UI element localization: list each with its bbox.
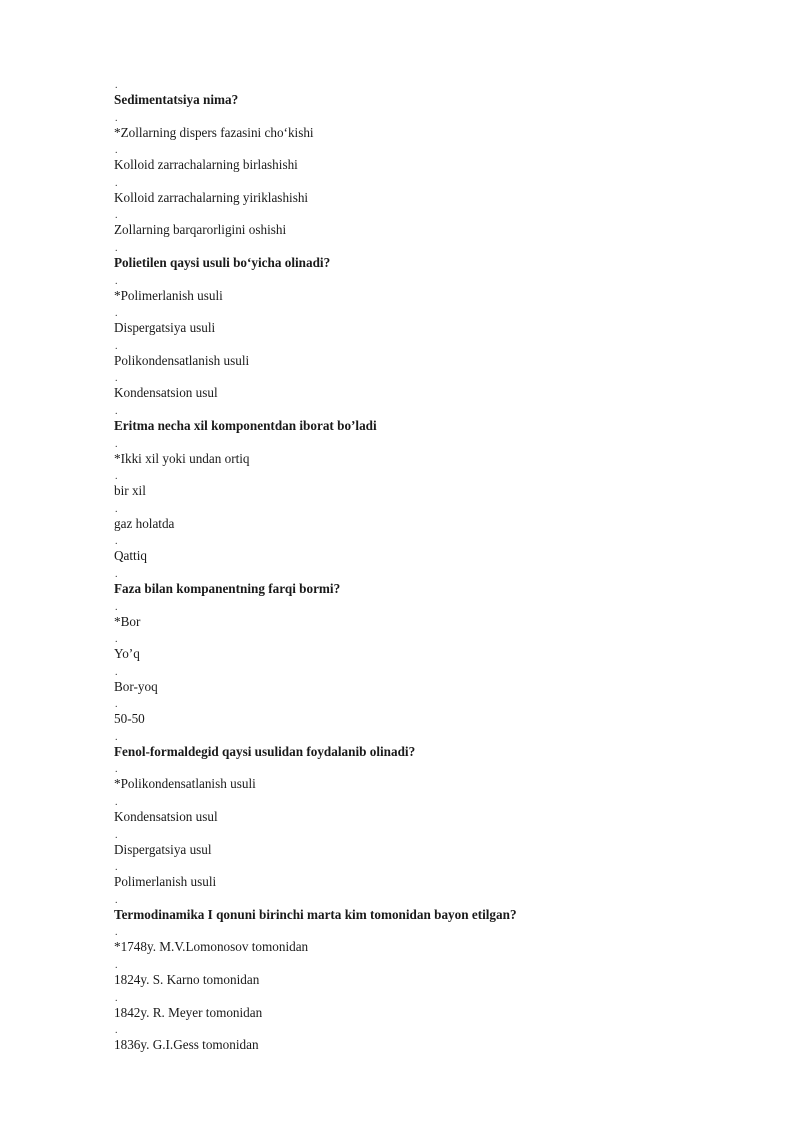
- answer-text: Kolloid zarrachalarning birlashishi: [114, 157, 298, 173]
- answer-text: Kolloid zarrachalarning yiriklashishi: [114, 189, 309, 205]
- bullet-marker: .: [115, 80, 118, 91]
- bullet-marker: .: [115, 731, 118, 743]
- answer-text: Kondensatsion usul: [114, 809, 218, 825]
- answer-text: Qattiq: [114, 548, 147, 564]
- answer-text: Yo’q: [114, 646, 140, 662]
- answer-option: [114, 863, 714, 896]
- answer-option: [114, 146, 714, 179]
- question-text: Sedimentatsiya nima?: [114, 92, 239, 107]
- bullet-marker: .: [115, 829, 118, 841]
- answer-option: [114, 700, 714, 733]
- answer-text: Dispergatsiya usul: [114, 841, 212, 857]
- question-text: Faza bilan kompanentning farqi bormi?: [114, 580, 341, 596]
- question-block: [114, 570, 714, 603]
- bullet-marker: .: [115, 242, 118, 254]
- bullet-marker: .: [115, 405, 118, 417]
- answer-text: 50-50: [114, 711, 145, 727]
- answer-text: *Polimerlanish usuli: [114, 287, 223, 303]
- bullet-marker: .: [115, 927, 118, 939]
- answer-option: [114, 798, 714, 831]
- answer-option: [114, 928, 714, 961]
- answer-option: [114, 1026, 714, 1059]
- answer-option: [114, 831, 714, 864]
- answer-option: [114, 277, 714, 310]
- answer-text: Bor-yoq: [114, 678, 158, 694]
- bullet-marker: .: [115, 471, 118, 483]
- answer-text: 1842y. R. Meyer tomonidan: [114, 1004, 263, 1020]
- question-block: [114, 407, 714, 440]
- question-text: Fenol-formaldegid qaysi usulidan foydalanib olinadi?: [114, 743, 416, 759]
- answer-option: [114, 342, 714, 375]
- bullet-marker: .: [115, 634, 118, 646]
- question-block: [114, 733, 714, 766]
- bullet-marker: .: [115, 960, 118, 972]
- bullet-marker: .: [115, 601, 118, 613]
- bullet-marker: .: [115, 112, 118, 124]
- answer-option: [114, 505, 714, 538]
- bullet-marker: .: [115, 764, 118, 776]
- answer-option: [114, 374, 714, 407]
- bullet-marker: .: [115, 568, 118, 580]
- bullet-marker: .: [115, 373, 118, 385]
- answer-option: [114, 603, 714, 636]
- answer-text: Polimerlanish usuli: [114, 874, 217, 890]
- bullet-marker: .: [115, 438, 118, 450]
- answer-option: [114, 114, 714, 147]
- bullet-marker: .: [115, 1025, 118, 1037]
- answer-text: *1748y. M.V.Lomonosov tomonidan: [114, 939, 309, 955]
- bullet-marker: .: [115, 275, 118, 287]
- answer-option: [114, 765, 714, 798]
- answer-text: *Zollarning dispers fazasini cho‘kishi: [114, 124, 314, 140]
- bullet-marker: .: [115, 862, 118, 874]
- question-text: Eritma necha xil komponentdan iborat bo’ladi: [114, 417, 377, 433]
- question-block: [114, 896, 714, 929]
- answer-text: Polikondensatlanish usuli: [114, 352, 250, 368]
- bullet-marker: .: [115, 145, 118, 157]
- answer-option: [114, 994, 714, 1027]
- bullet-marker: .: [115, 177, 118, 189]
- answer-text: 1824y. S. Karno tomonidan: [114, 972, 260, 988]
- bullet-marker: .: [115, 308, 118, 320]
- answer-text: *Polikondensatlanish usuli: [114, 776, 256, 792]
- answer-option: [114, 309, 714, 342]
- bullet-marker: .: [115, 536, 118, 548]
- answer-option: [114, 961, 714, 994]
- answer-text: gaz holatda: [114, 515, 175, 531]
- answer-text: bir xil: [114, 483, 146, 499]
- quiz-document: [114, 81, 714, 1059]
- bullet-marker: .: [115, 210, 118, 222]
- question-block: [114, 244, 714, 277]
- answer-text: Kondensatsion usul: [114, 385, 218, 401]
- bullet-marker: .: [115, 992, 118, 1004]
- answer-option: [114, 668, 714, 701]
- answer-option: [114, 440, 714, 473]
- question-text: Polietilen qaysi usuli bo‘yicha olinadi?: [114, 254, 331, 270]
- bullet-marker: .: [115, 797, 118, 809]
- answer-text: Dispergatsiya usuli: [114, 320, 216, 336]
- bullet-marker: .: [115, 340, 118, 352]
- question-block: [114, 81, 714, 114]
- answer-text: Zollarning barqarorligini oshishi: [114, 222, 287, 238]
- question-text: Termodinamika I qonuni birinchi marta kim tomonidan bayon etilgan?: [114, 906, 517, 922]
- answer-option: [114, 635, 714, 668]
- answer-option: [114, 179, 714, 212]
- answer-text: 1836y. G.I.Gess tomonidan: [114, 1037, 259, 1053]
- bullet-marker: .: [115, 894, 118, 906]
- answer-option: [114, 537, 714, 570]
- bullet-marker: .: [115, 699, 118, 711]
- answer-option: [114, 211, 714, 244]
- answer-text: *Ikki xil yoki undan ortiq: [114, 450, 250, 466]
- bullet-marker: .: [115, 666, 118, 678]
- bullet-marker: .: [115, 503, 118, 515]
- answer-text: *Bor: [114, 613, 141, 629]
- answer-option: [114, 472, 714, 505]
